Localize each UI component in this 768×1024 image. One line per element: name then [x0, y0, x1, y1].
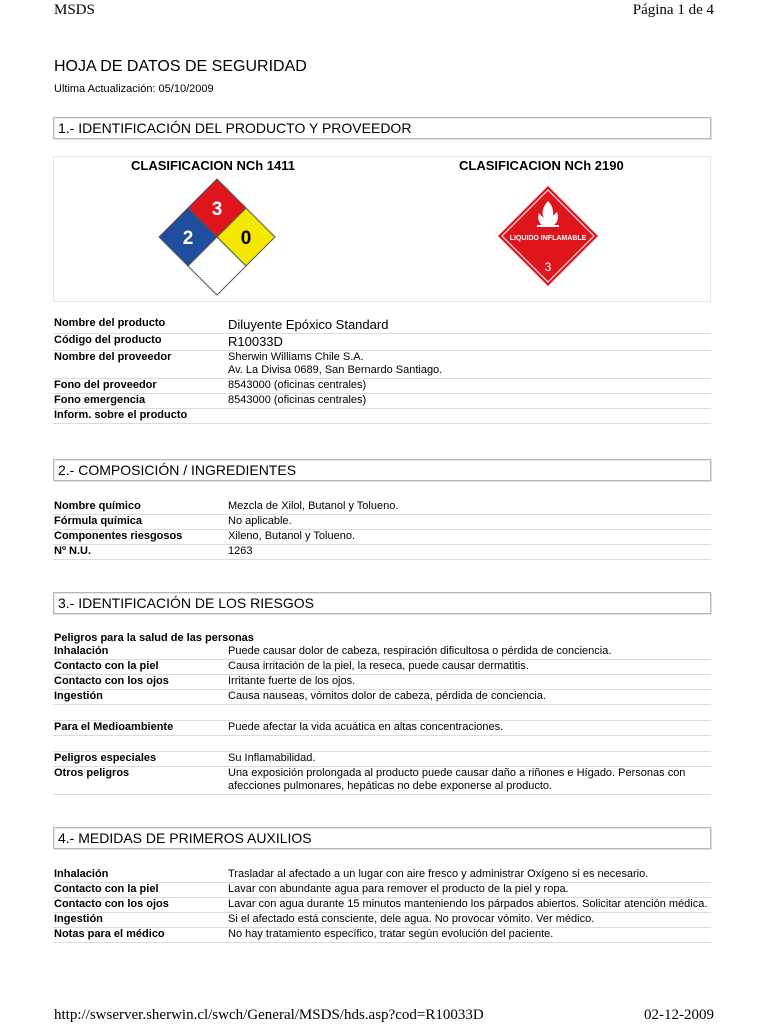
page-number: Página 1 de 4 — [632, 2, 714, 18]
row-label: Otros peligros — [53, 767, 227, 795]
nfpa-reactivity-value: 0 — [240, 228, 252, 249]
table-row — [53, 317, 711, 334]
row-value: Puede causar dolor de cabeza, respiración dificultosa o pérdida de conciencia. — [227, 645, 711, 660]
product-table — [53, 317, 711, 424]
row-label: Contacto con los ojos — [53, 675, 227, 690]
table-row — [53, 660, 711, 675]
table-row — [53, 394, 711, 409]
emergency-phone: 8543000 (oficinas centrales) — [227, 394, 711, 409]
row-value: Irritante fuerte de los ojos. — [227, 675, 711, 690]
section-3-heading — [53, 592, 711, 614]
row-value: Lavar con abundante agua para remover el producto de la piel y ropa. — [227, 883, 711, 898]
row-label: Nombre químico — [53, 500, 227, 515]
row-label: Nº N.U. — [53, 545, 227, 560]
row-label: Para el Medioambiente — [53, 721, 227, 736]
section-2-heading — [53, 459, 711, 481]
section-3-title: 3.- IDENTIFICACIÓN DE LOS RIESGOS — [58, 595, 314, 611]
product-info — [227, 409, 711, 424]
last-updated: Ultima Actualización: 05/10/2009 — [54, 83, 214, 95]
product-name: Diluyente Epóxico Standard — [227, 317, 711, 334]
risks-table — [53, 645, 711, 795]
table-row — [53, 898, 711, 913]
row-label: Ingestión — [53, 690, 227, 705]
row-label: Peligros especiales — [53, 752, 227, 767]
placard-label: LIQUIDO INFLAMABLE — [509, 235, 587, 242]
row-label: Componentes riesgosos — [53, 530, 227, 545]
row-label: Inhalación — [53, 645, 227, 660]
row-label: Fono emergencia — [53, 394, 227, 409]
table-row — [53, 545, 711, 560]
table-row — [53, 500, 711, 515]
table-spacer — [53, 705, 711, 721]
row-label: Código del producto — [53, 334, 227, 351]
row-value: Trasladar al afectado a un lugar con aire fresco y administrar Oxígeno si es necesario. — [227, 868, 711, 883]
table-row — [53, 515, 711, 530]
row-label: Contacto con la piel — [53, 883, 227, 898]
row-label: Inform. sobre el producto — [53, 409, 227, 424]
row-label: Nombre del producto — [53, 317, 227, 334]
row-label: Fono del proveedor — [53, 379, 227, 394]
row-label: Contacto con los ojos — [53, 898, 227, 913]
table-row — [53, 409, 711, 424]
table-row — [53, 690, 711, 705]
supplier-phone: 8543000 (oficinas centrales) — [227, 379, 711, 394]
table-row — [53, 928, 711, 943]
row-value: 1263 — [227, 545, 711, 560]
footer-date: 02-12-2009 — [644, 1007, 714, 1023]
supplier-address: Av. La Divisa 0689, San Bernardo Santiago. — [228, 364, 443, 376]
table-spacer — [53, 736, 711, 752]
row-value: Una exposición prolongada al producto puede causar daño a riñones e Hígado. Personas con afecciones pulmonares, hepáticas no debe exponerse al producto. — [227, 767, 711, 795]
supplier-name: Sherwin Williams Chile S.A. — [228, 351, 364, 363]
row-value: No aplicable. — [227, 515, 711, 530]
table-row — [53, 675, 711, 690]
table-row — [53, 767, 711, 795]
section-4-heading — [53, 827, 711, 849]
table-row — [53, 351, 711, 379]
page-title: HOJA DE DATOS DE SEGURIDAD — [54, 58, 307, 75]
row-value: Causa irritación de la piel, la reseca, puede causar dermatitis. — [227, 660, 711, 675]
classification-panel — [53, 156, 711, 302]
table-row — [53, 883, 711, 898]
table-row — [53, 334, 711, 351]
nfpa-flammability-value: 3 — [211, 199, 223, 220]
table-row — [53, 379, 711, 394]
row-value: Mezcla de Xilol, Butanol y Tolueno. — [227, 500, 711, 515]
product-code: R10033D — [227, 334, 711, 351]
footer-url: http://swserver.sherwin.cl/swch/General/MSDS/hds.asp?cod=R10033D — [54, 1007, 484, 1023]
row-value: Lavar con agua durante 15 minutos manteniendo los párpados abiertos. Solicitar atención médica. — [227, 898, 711, 913]
row-value: No hay tratamiento específico, tratar según evolución del paciente. — [227, 928, 711, 943]
placard-class: 3 — [544, 260, 552, 274]
row-label: Notas para el médico — [53, 928, 227, 943]
row-label: Inhalación — [53, 868, 227, 883]
first-aid-table — [53, 868, 711, 943]
nch1411-title: CLASIFICACION NCh 1411 — [131, 158, 295, 173]
table-row — [53, 913, 711, 928]
table-row — [53, 752, 711, 767]
section-2-title: 2.- COMPOSICIÓN / INGREDIENTES — [58, 462, 297, 478]
nfpa-diamond-icon — [155, 177, 279, 301]
section-1-title: 1.- IDENTIFICACIÓN DEL PRODUCTO Y PROVEEDOR — [58, 120, 412, 136]
row-label: Contacto con la piel — [53, 660, 227, 675]
row-value: Si el afectado está consciente, dele agua. No provocar vómito. Ver médico. — [227, 913, 711, 928]
row-label: Ingestión — [53, 913, 227, 928]
row-value: Su Inflamabilidad. — [227, 752, 711, 767]
section-1-heading — [53, 117, 711, 139]
composition-table — [53, 500, 711, 560]
row-value: Puede afectar la vida acuática en altas concentraciones. — [227, 721, 711, 736]
table-row — [53, 645, 711, 660]
supplier — [227, 351, 711, 379]
table-row — [53, 868, 711, 883]
table-row — [53, 530, 711, 545]
row-value: Xileno, Butanol y Tolueno. — [227, 530, 711, 545]
health-risks-subheading: Peligros para la salud de las personas — [54, 632, 254, 644]
nfpa-health-value: 2 — [182, 228, 194, 249]
row-label: Nombre del proveedor — [53, 351, 227, 379]
nch2190-title: CLASIFICACION NCh 2190 — [459, 158, 624, 173]
row-value: Causa nauseas, vómitos dolor de cabeza, pérdida de conciencia. — [227, 690, 711, 705]
table-row — [53, 721, 711, 736]
header-title: MSDS — [54, 2, 95, 18]
row-label: Fórmula química — [53, 515, 227, 530]
section-4-title: 4.- MEDIDAS DE PRIMEROS AUXILIOS — [58, 830, 312, 846]
flammable-liquid-placard-icon — [497, 185, 599, 287]
